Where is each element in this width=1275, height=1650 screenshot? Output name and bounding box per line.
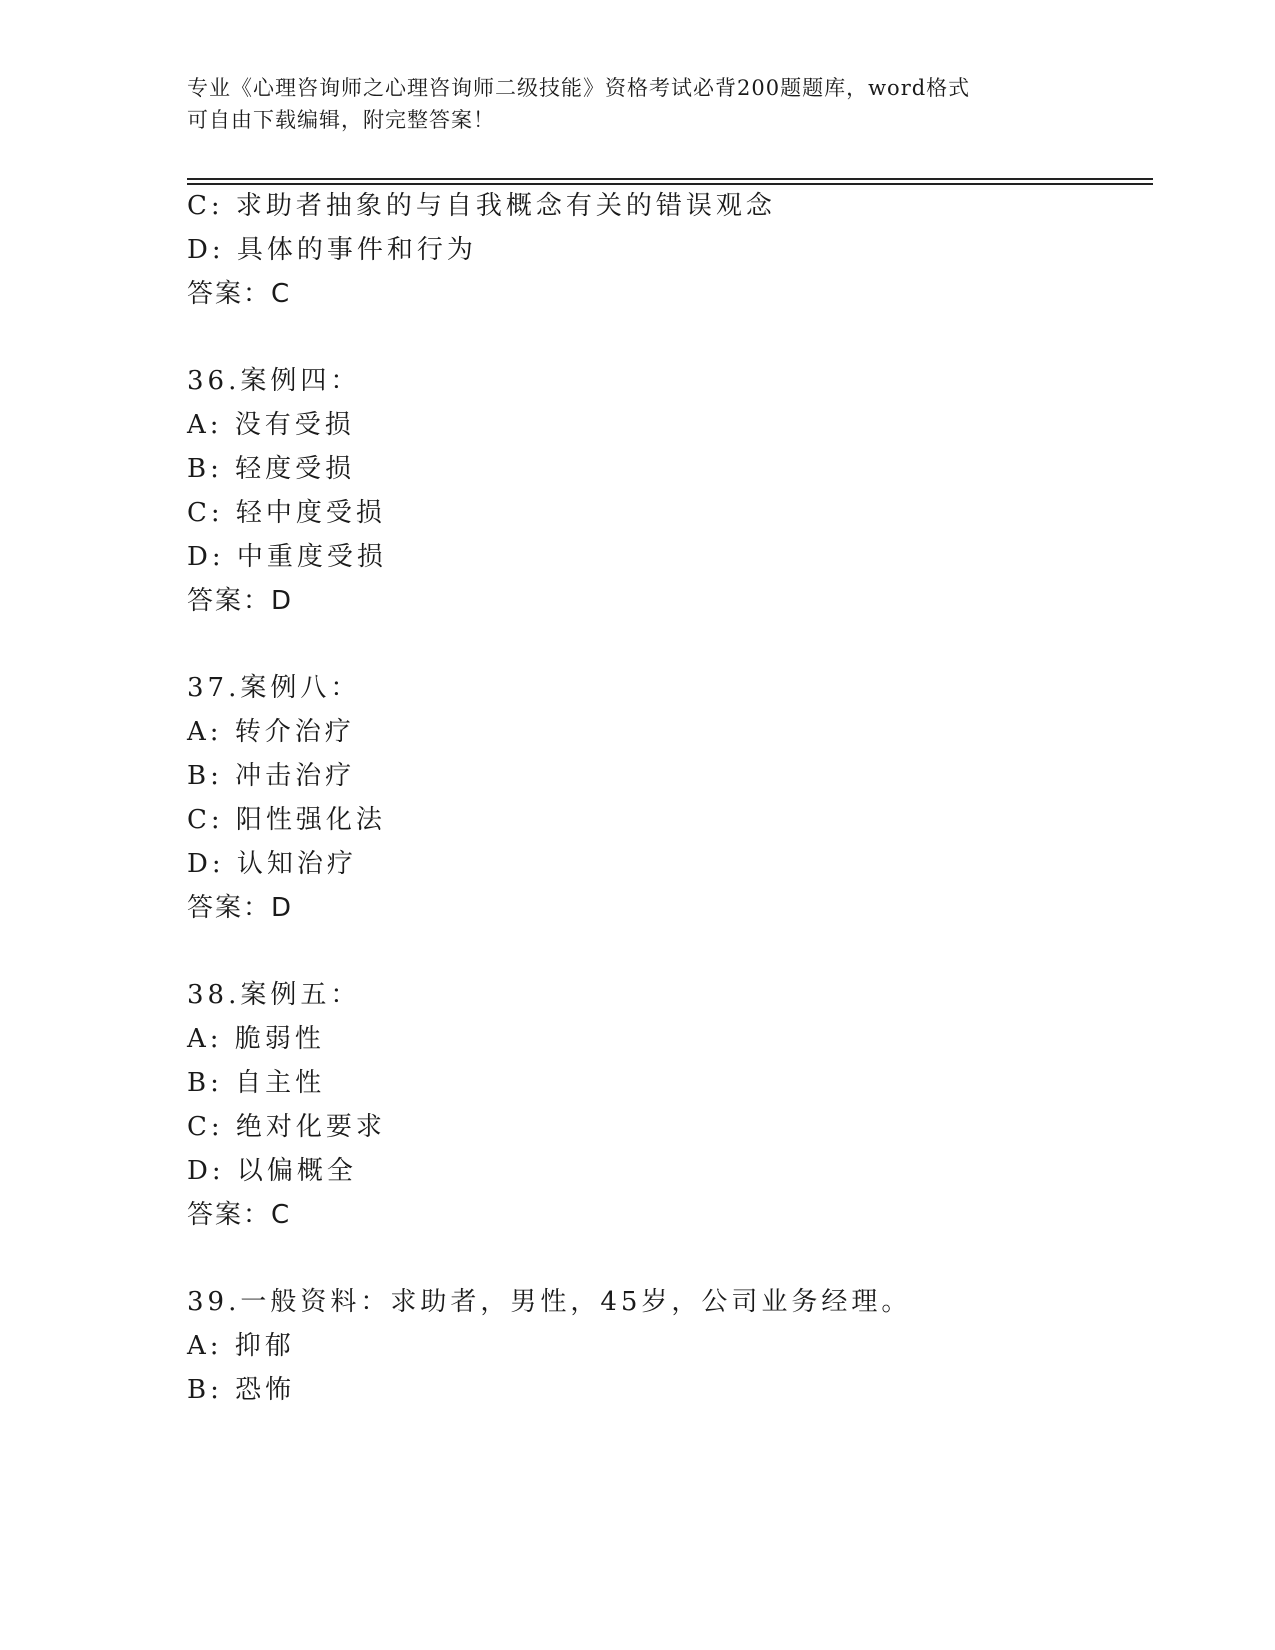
header-line-2: 可自由下载编辑，附完整答案！ (187, 108, 495, 132)
option-a: A: 脆弱性 (187, 1024, 325, 1054)
option-c: C: 轻中度受损 (187, 498, 386, 528)
option-a: A: 转介治疗 (187, 717, 355, 747)
header-divider-top (187, 178, 1153, 180)
option-d: D: 中重度受损 (187, 542, 387, 572)
question-stem: 37.案例八： (187, 673, 361, 703)
answer-label: 答案：D (187, 586, 294, 616)
option-d: D: 认知治疗 (187, 849, 357, 879)
question-stem: 39.一般资料：求助者，男性，45岁，公司业务经理。 (187, 1287, 912, 1317)
option-b: B: 轻度受损 (187, 454, 356, 484)
option-a: A: 没有受损 (187, 410, 355, 440)
option-b: B: 冲击治疗 (187, 761, 356, 791)
header-line-1: 专业《心理咨询师之心理咨询师二级技能》资格考试必背200题题库，word格式 (187, 76, 971, 100)
document-header (187, 72, 1087, 136)
option-c: C: 绝对化要求 (187, 1112, 386, 1142)
option-c: C: 阳性强化法 (187, 805, 386, 835)
option-b: B: 恐怖 (187, 1375, 296, 1405)
option-d: D: 以偏概全 (187, 1156, 357, 1186)
option-b: B: 自主性 (187, 1068, 326, 1098)
answer-label: 答案：C (187, 279, 292, 309)
option-c: C: 求助者抽象的与自我概念有关的错误观念 (187, 191, 776, 221)
question-stem: 36.案例四： (187, 366, 361, 396)
answer-label: 答案：D (187, 893, 294, 923)
header-divider-bottom (187, 183, 1153, 185)
answer-label: 答案：C (187, 1200, 292, 1230)
option-d: D: 具体的事件和行为 (187, 235, 477, 265)
option-a: A: 抑郁 (187, 1331, 295, 1361)
question-stem: 38.案例五： (187, 980, 361, 1010)
